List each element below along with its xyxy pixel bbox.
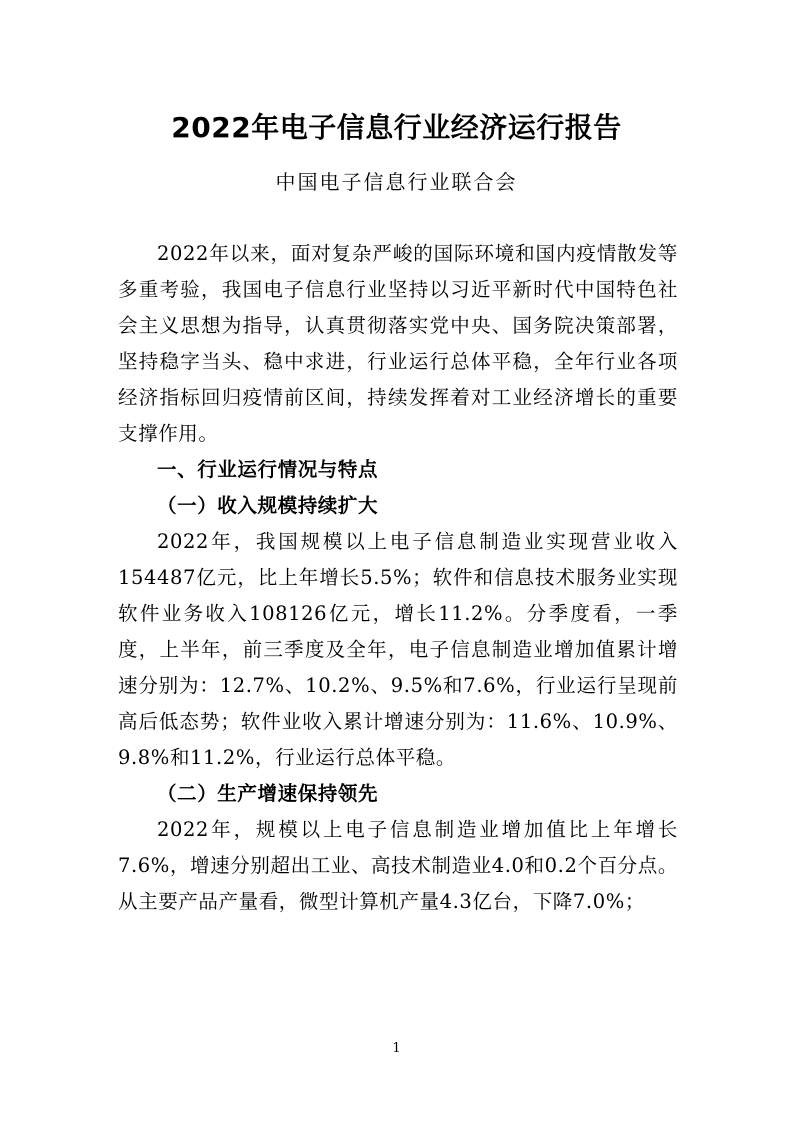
- subsection-heading-1: （一）收入规模持续扩大: [157, 494, 379, 517]
- page-number: 1: [392, 1041, 401, 1056]
- subsection-heading-2: （二）生产增速保持领先: [157, 782, 379, 805]
- section-heading-1: 一、行业运行情况与特点: [157, 458, 379, 481]
- production-paragraph: 2022年，规模以上电子信息制造业增加值比上年增长7.6%，增速分别超出工业、高技术制造业4.0和0.2个百分点。从主要产品产量看，微型计算机产量4.3亿台，下降7.0%；: [118, 818, 678, 913]
- intro-paragraph: 2022年以来，面对复杂严峻的国际环境和国内疫情散发等多重考验，我国电子信息行业坚持以习近平新时代中国特色社会主义思想为指导，认真贯彻落实党中央、国务院决策部署，坚持稳字当头、稳中求进，行业运行总体平稳，全年行业各项经济指标回归疫情前区间，持续发挥着对工业经济增长的重要支撑作用。: [118, 242, 678, 445]
- revenue-paragraph: 2022年，我国规模以上电子信息制造业实现营业收入154487亿元，比上年增长5.5%；软件和信息技术服务业实现软件业务收入108126亿元，增长11.2%。分季度看，一季度，上半年，前三季度及全年，电子信息制造业增加值累计增速分别为：12.7%、10.2%、9.5%和7.6%，行业运行呈现前高后低态势；软件业收入累计增速分别为：11.6%、10.9%、9.8%和11.2%，行业运行总体平稳。: [118, 530, 678, 769]
- document-organization: 中国电子信息行业联合会: [275, 170, 518, 194]
- document-title: 2022年电子信息行业经济运行报告: [171, 111, 622, 144]
- document-body: [118, 236, 678, 920]
